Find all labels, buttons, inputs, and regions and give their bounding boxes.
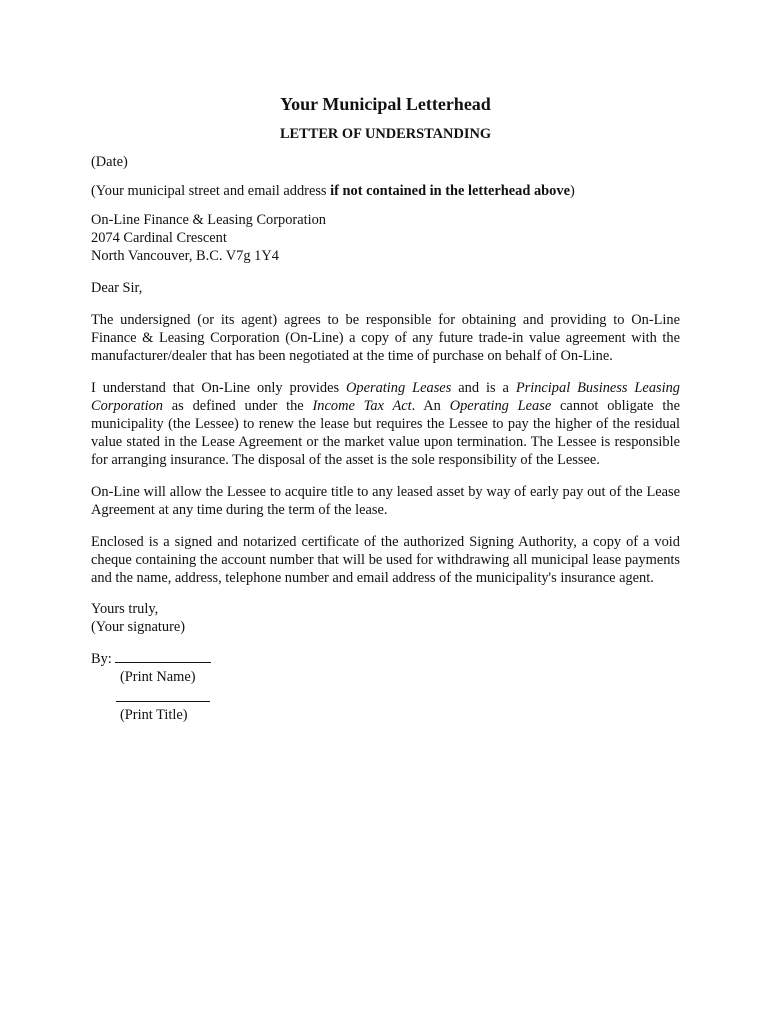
address-note-text: (Your municipal street and email address [91, 183, 331, 199]
letterhead: Your Municipal Letterhead [280, 94, 491, 114]
print-name-label: (Print Name) [120, 669, 196, 685]
address-note [91, 182, 680, 200]
para2-text-1: I understand that On-Line only provides [91, 380, 347, 396]
paragraph-early-payout: On-Line will allow the Lessee to acquire title to any leased asset by way of early pay out of the Lease Agreement at any time during the term of the lease. [91, 484, 680, 518]
paragraph-trade-in: The undersigned (or its agent) agrees to be responsible for obtaining and providing to On-Line Finance & Leasing Corporation (On-Line) a copy of any future trade-in value agreement with the manufacturer/dealer that has been negotiated at the time of purchase on behalf of On-Line. [91, 312, 680, 364]
para2-italic-income-tax-act: Income Tax Act [312, 398, 412, 414]
title-blank-line [116, 688, 210, 702]
signature-placeholder: (Your signature) [91, 619, 186, 635]
document-title: LETTER OF UNDERSTANDING [279, 126, 492, 142]
closing [91, 600, 680, 636]
recipient-city: North Vancouver, B.C. V7g 1Y4 [91, 248, 279, 264]
address-note-bold: if not contained in the letterhead above [330, 183, 570, 199]
letter-content [91, 92, 680, 724]
salutation: Dear Sir, [91, 280, 143, 296]
title-blank-row [91, 688, 680, 706]
para2-text-5: cannot obligate the municipality (the Lessee) to renew the lease but requires the Lessee to pay the higher of the residual value stated in the Lease Agreement or the market value upon termination. The Lessee is responsible for arranging insurance. The disposal of the asset is the sole responsibility of the Lessee. [91, 398, 680, 468]
recipient-address [91, 211, 680, 265]
para2-italic-leasing-corporation: Principal Business Leasing Corporation [91, 380, 681, 414]
paragraph-enclosures: Enclosed is a signed and notarized certificate of the authorized Signing Authority, a copy of a void cheque containing the account number that will be used for withdrawing all municipal lease payments and the name, address, telephone number and email address of the municipality's insurance agent. [91, 534, 680, 586]
para2-text-4: . An [411, 398, 450, 414]
address-note-close: ) [569, 183, 575, 199]
recipient-street: 2074 Cardinal Crescent [91, 230, 227, 246]
name-blank-line [115, 649, 211, 663]
para2-italic-operating-leases: Operating Leases [346, 380, 452, 396]
closing-line: Yours truly, [91, 601, 159, 617]
by-label: By: [91, 651, 116, 667]
para2-italic-operating-lease: Operating Lease [449, 398, 552, 414]
para2-text-3: as defined under the [162, 398, 313, 414]
print-title-label: (Print Title) [120, 707, 188, 723]
para2-text-2: and is a [451, 380, 516, 396]
signature-by-line [91, 649, 680, 668]
recipient-name: On-Line Finance & Leasing Corporation [91, 212, 326, 228]
date-placeholder: (Date) [91, 154, 128, 170]
paragraph-operating-leases [91, 379, 680, 469]
